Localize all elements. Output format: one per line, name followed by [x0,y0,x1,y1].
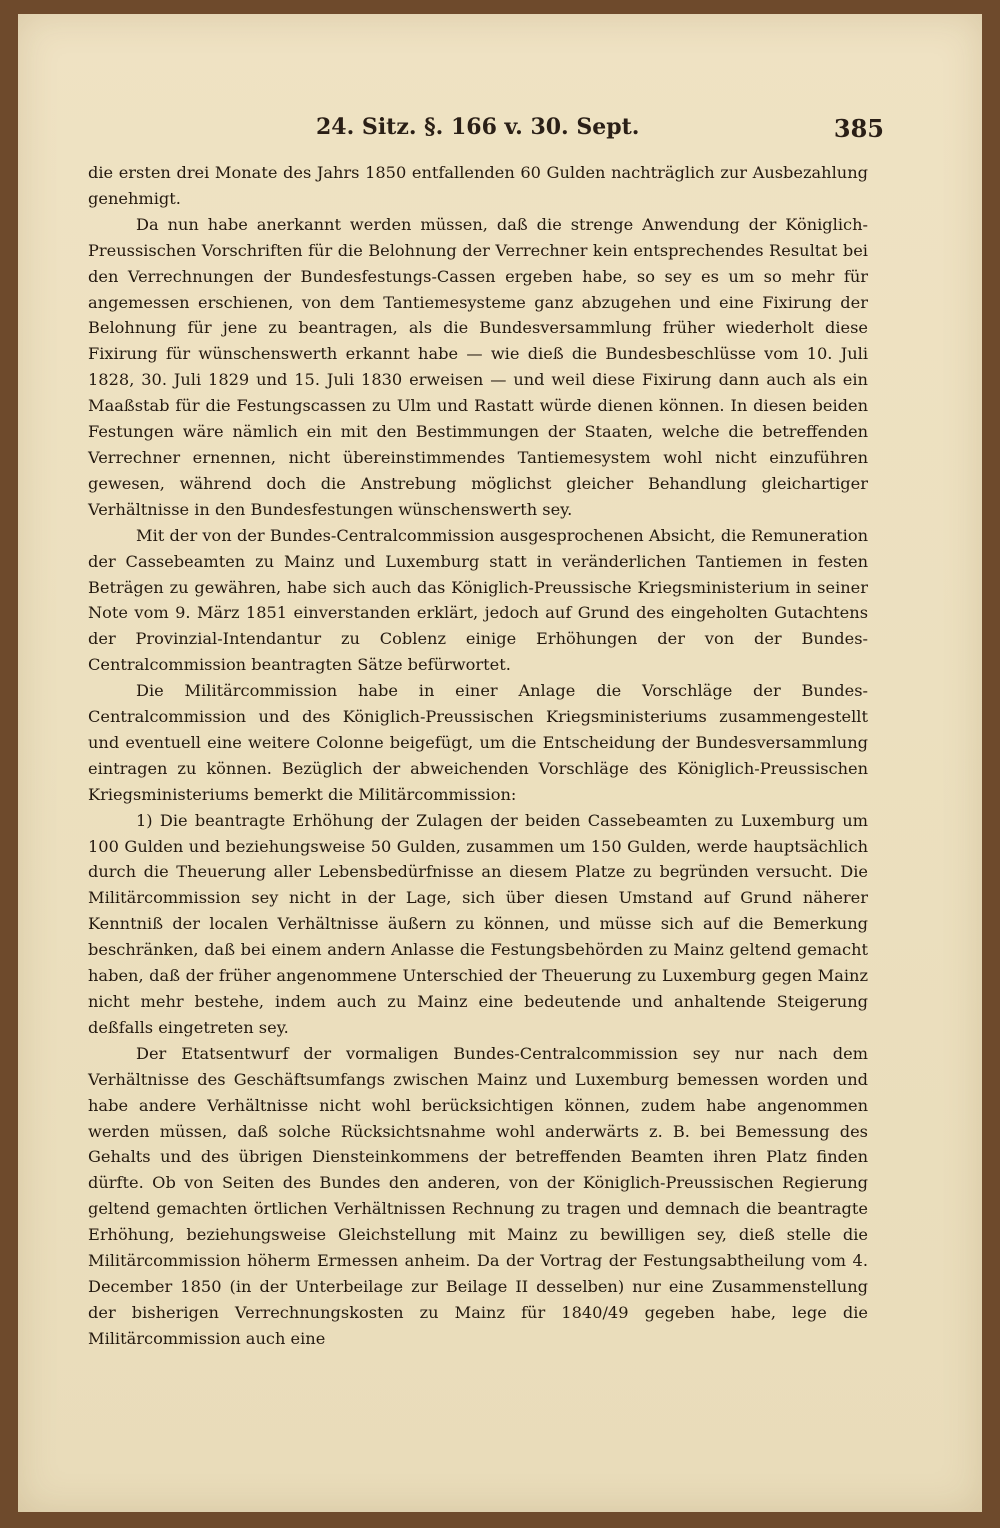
body-text [88,160,868,1352]
paragraph-numbered-item: 1) Die beantragte Erhöhung der Zulagen der beiden Cassebeamten zu Luxemburg um 100 Gulden und beziehungsweise 50 Gulden, zusammen um 150 Gulden, werde hauptsächlich durch die Theuerung aller Lebensbedürfnisse an diesem Platze zu begründen versucht. Die Militärcommission sey nicht in der Lage, sich über diesen Umstand auf Grund näherer Kenntniß der localen Verhältnisse äußern zu können, und müsse sich auf die Bemerkung beschränken, daß bei einem andern Anlasse die Festungsbehörden zu Mainz geltend gemacht haben, daß der früher angenommene Unterschied der Theuerung zu Luxemburg gegen Mainz nicht mehr bestehe, indem auch zu Mainz eine bedeutende und anhaltende Steigerung deßfalls eingetreten sey. [88,810,868,1037]
running-head: 24. Sitz. §. 166 v. 30. Sept. [316,114,640,140]
paragraph: Mit der von der Bundes-Centralcommission ausgesprochenen Absicht, die Remuneration der Cassebeamten zu Mainz und Luxemburg statt in veränderlichen Tantiemen in festen Beträgen zu gewähren, habe sich auch das Königlich-Preussische Kriegsministerium in seiner Note vom 9. März 1851 einverstanden erklärt, jedoch auf Grund des eingeholten Gutachtens der Provinzial-Intendantur zu Coblenz einige Erhöhungen der von der Bundes-Centralcommission beantragten Sätze befürwortet. [88,525,868,675]
document-page [18,14,982,1512]
page-number: 385 [833,114,884,143]
paragraph: Die Militärcommission habe in einer Anlage die Vorschläge der Bundes-Centralcommission und des Königlich-Preussischen Kriegsministeriums zusammengestellt und eventuell eine weitere Colonne beigefügt, um die Entscheidung der Bundesversammlung eintragen zu können. Bezüglich der abweichenden Vorschläge des Königlich-Preussischen Kriegsministeriums bemerkt die Militärcommission: [88,681,868,804]
paragraph: Der Etatsentwurf der vormaligen Bundes-Centralcommission sey nur nach dem Verhältnisse des Geschäftsumfangs zwischen Mainz und Luxemburg bemessen worden und habe andere Verhältnisse nicht wohl berücksichtigen können, zudem habe angenommen werden müssen, daß solche Rücksichtsnahme wohl anderwärts z. B. bei Bemessung des Gehalts und des übrigen Diensteinkommens der betreffenden Beamten ihren Platz finden dürfte. Ob von Seiten des Bundes den anderen, von der Königlich-Preussischen Regierung geltend gemachten örtlichen Verhältnissen Rechnung zu tragen und demnach die beantragte Erhöhung, beziehungsweise Gleichstellung mit Mainz zu bewilligen sey, dieß stelle die Militärcommission höherm Ermessen anheim. Da der Vortrag der Festungsabtheilung vom 4. December 1850 (in der Unterbeilage zur Beilage II desselben) nur eine Zusammenstellung der bisherigen Verrechnungskosten zu Mainz für 1840/49 gegeben habe, lege die Militärcommission auch eine [88,1043,868,1348]
paragraph: Da nun habe anerkannt werden müssen, daß die strenge Anwendung der Königlich-Preussischen Vorschriften für die Belohnung der Verrechner kein entsprechendes Resultat bei den Verrechnungen der Bundesfestungs-Cassen ergeben habe, so sey es um so mehr für angemessen erschienen, von dem Tantiemesysteme ganz abzugehen und eine Fixirung der Belohnung für jene zu beantragen, als die Bundesversammlung früher wiederholt diese Fixirung für wünschenswerth erkannt habe — wie dieß die Bundesbeschlüsse vom 10. Juli 1828, 30. Juli 1829 und 15. Juli 1830 erweisen — und weil diese Fixirung dann auch als ein Maaßstab für die Festungscassen zu Ulm und Rastatt würde dienen können. In diesen beiden Festungen wäre nämlich ein mit den Bestimmungen der Staaten, welche die betreffenden Verrechner ernennen, nicht übereinstimmendes Tantiemesystem wohl nicht einzuführen gewesen, während doch die Anstrebung möglichst gleicher Behandlung gleichartiger Verhältnisse in den Bundesfestungen wünschenswerth sey. [88,214,868,519]
paragraph-continuation: die ersten drei Monate des Jahrs 1850 entfallenden 60 Gulden nachträglich zur Ausbezahlung genehmigt. [88,163,868,208]
page-header [18,108,982,148]
